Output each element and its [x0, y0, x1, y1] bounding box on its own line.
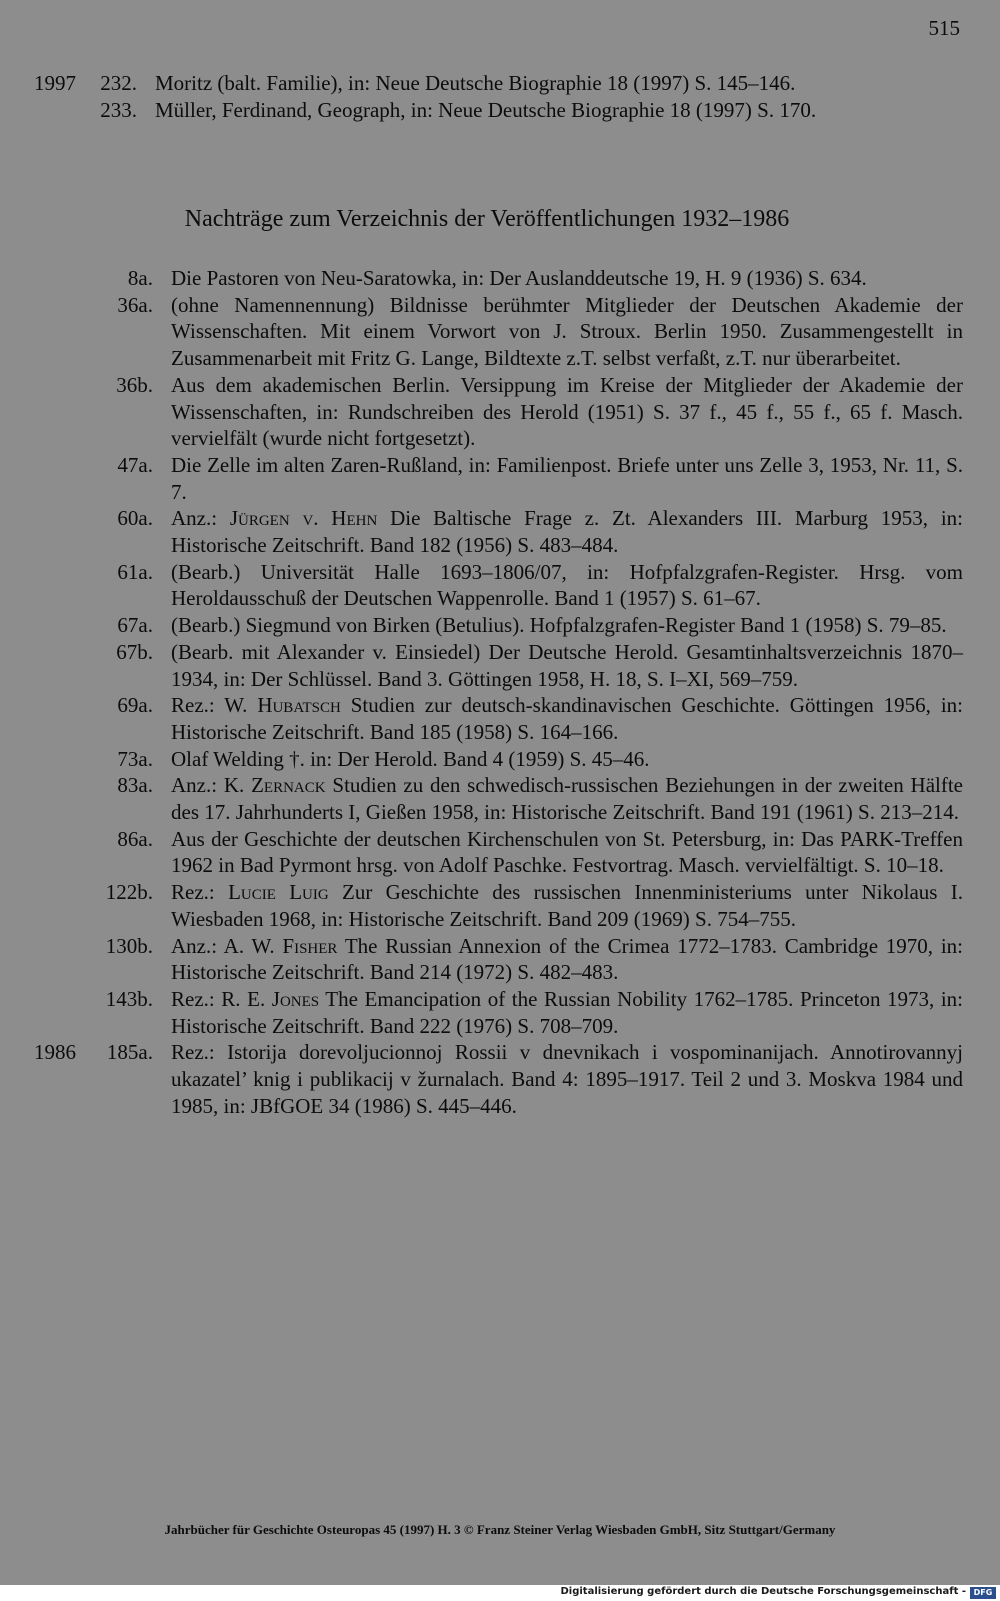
entry-number: 73a.	[117, 746, 153, 771]
entry-text-segment: (Bearb.) Siegmund von Birken (Betulius). Hofpfalzgrafen-Register Band 1 (1958) S. 79–85.	[171, 613, 947, 638]
entry-text	[171, 559, 963, 612]
entry-text-segment: Rez.: W.	[171, 693, 258, 718]
entry-text-segment: Rez.:	[171, 880, 229, 905]
entry-number: 47a.	[117, 452, 153, 477]
entry-text-segment: Anz.: A. W.	[171, 933, 283, 958]
entry-number: 232.	[100, 71, 137, 95]
entry-text-segment: Anz.:	[171, 506, 230, 531]
bibliography-entry	[0, 826, 1000, 879]
author-name: Jürgen v. Hehn	[229, 506, 378, 531]
entry-text	[171, 372, 963, 452]
author-name: Hubatsch	[257, 693, 341, 718]
bibliography-entry	[0, 559, 1000, 612]
author-name: Jones	[271, 986, 320, 1011]
entry-text: Moritz (balt. Familie), in: Neue Deutsche Biographie 18 (1997) S. 145–146.	[155, 71, 796, 95]
entry-number: 122b.	[105, 880, 153, 905]
entry-text	[171, 772, 963, 825]
entry-year: 1997	[34, 71, 76, 95]
entry-text	[171, 879, 963, 932]
section-heading-text: Nachträge zum Verzeichnis der Veröffentlichungen 1932–1986	[184, 206, 790, 232]
bibliography-entry	[0, 612, 1000, 639]
entry-number: 143b.	[105, 986, 153, 1011]
author-name: Fisher	[282, 933, 338, 958]
entry-text-segment: Anz.: K.	[171, 773, 252, 798]
dfg-logo-icon: DFG	[970, 1587, 996, 1599]
bibliography-entry	[0, 772, 1000, 825]
entry-text	[171, 265, 963, 292]
entry-number: 233.	[100, 97, 137, 122]
bibliography-entry	[0, 70, 1000, 97]
entry-number: 8a.	[127, 266, 153, 290]
author-name: Zernack	[251, 773, 326, 798]
journal-footer: Jahrbücher für Geschichte Osteuropas 45 (1997) H. 3 © Franz Steiner Verlag Wiesbaden GmbH, Sitz Stuttgart/Germany	[164, 1522, 836, 1537]
entry-number: 36a.	[117, 292, 153, 317]
bibliography-entry	[0, 1039, 1000, 1119]
entry-text-segment: Aus dem akademischen Berlin. Versippung im Kreise der Mitglieder der Akademie der Wissenschaften, in: Rundschreiben des Herold (1951) S. 37 f., 45 f., 55 f., 65 f. Masch. vervielfält (wurde nicht fortgesetzt).	[171, 372, 963, 451]
entry-number: 36b.	[116, 372, 153, 397]
digitization-notice-bar	[0, 1585, 1000, 1601]
entry-text-segment: Die Pastoren von Neu-Saratowka, in: Der Auslanddeutsche 19, H. 9 (1936) S. 634.	[171, 266, 867, 290]
entry-text-segment: Zur Geschichte des russischen Innenministeriums unter Nikolaus I. Wiesbaden 1968, in: Historische Zeitschrift. Band 209 (1969) S. 754–755.	[171, 880, 964, 931]
entry-text-segment: (ohne Namennennung) Bildnisse berühmter Mitglieder der Deutschen Akademie der Wissenschaften. Mit einem Vorwort von J. Stroux. Berlin 1950. Zusammengestellt in Zusammenarbeit mit Fritz G. Lange, Bildtexte z.T. selbst verfaßt, z.T. nur überarbeitet.	[171, 292, 963, 371]
entry-text	[171, 452, 963, 505]
page-number: 515	[928, 16, 960, 40]
entry-text: Müller, Ferdinand, Geograph, in: Neue Deutsche Biographie 18 (1997) S. 170.	[155, 97, 817, 122]
entry-number: 61a.	[117, 559, 153, 584]
bibliography-entry	[0, 97, 1000, 124]
entry-text	[171, 612, 963, 639]
bibliography-entry	[0, 746, 1000, 773]
entry-text	[171, 505, 963, 558]
entry-text-segment: Studien zur deutsch-skandinavischen Geschichte. Göttingen 1956, in: Historische Zeitschrift. Band 185 (1958) S. 164–166.	[171, 693, 964, 744]
entry-number: 86a.	[117, 826, 153, 851]
entry-text	[171, 746, 963, 773]
section-heading	[0, 206, 1000, 233]
entry-text-segment: Olaf Welding †. in: Der Herold. Band 4 (1959) S. 45–46.	[171, 746, 650, 771]
entry-text	[171, 692, 963, 745]
entry-text-segment: The Russian Annexion of the Crimea 1772–1783. Cambridge 1970, in: Historische Zeitschrift. Band 214 (1972) S. 482–483.	[171, 933, 963, 985]
bibliography-entry	[0, 933, 1000, 986]
entry-text-segment: (Bearb.) Universität Halle 1693–1806/07, in: Hofpfalzgrafen-Register. Hrsg. vom Heroldausschuß der Deutschen Wappenrolle. Band 1 (1957) S. 61–67.	[171, 559, 963, 611]
bibliography-entry	[0, 692, 1000, 745]
entry-text	[171, 933, 963, 986]
entry-number: 130b.	[105, 933, 153, 958]
bibliography-entry	[0, 292, 1000, 372]
bibliography-entry	[0, 265, 1000, 292]
bibliography-entry	[0, 986, 1000, 1039]
entry-text-segment: The Emancipation of the Russian Nobility 1762–1785. Princeton 1973, in: Historische Zeitschrift. Band 222 (1976) S. 708–709.	[171, 986, 963, 1038]
entry-number: 83a.	[117, 773, 153, 798]
bibliography-entry	[0, 639, 1000, 692]
entry-text	[171, 1039, 963, 1119]
entry-text-segment: Rez.: Istorija dorevoljucionnoj Rossii v dnevnikach i vospominanijach. Annotirovannyj ukazatel’ knig i publikacij v žurnalach. Band 4: 1895–1917. Teil 2 und 3. Moskva 1984 und 1985, in: JBfGOE 34 (1986) S. 445–446.	[171, 1040, 963, 1118]
entry-text-segment: Die Zelle im alten Zaren-Rußland, in: Familienpost. Briefe unter uns Zelle 3, 1953, Nr. 11, S. 7.	[171, 452, 963, 504]
entry-text	[171, 986, 963, 1039]
entry-text-segment: (Bearb. mit Alexander v. Einsiedel) Der Deutsche Herold. Gesamtinhaltsverzeichnis 1870–1934, in: Der Schlüssel. Band 3. Göttingen 1958, H. 18, S. I–XI, 569–759.	[171, 639, 963, 691]
addenda-entry-list	[0, 265, 1000, 1120]
entry-number: 185a.	[106, 1040, 153, 1065]
bibliography-entry	[0, 879, 1000, 932]
author-name: Lucie Luig	[228, 880, 329, 905]
entry-number: 67a.	[117, 613, 153, 638]
entry-year: 1986	[34, 1040, 76, 1065]
entry-text-segment: Studien zu den schwedisch-russischen Beziehungen in der zweiten Hälfte des 17. Jahrhunderts I, Gießen 1958, in: Historische Zeitschrift. Band 191 (1961) S. 213–214.	[171, 773, 963, 825]
entry-text	[171, 639, 963, 692]
entry-number: 60a.	[117, 506, 153, 531]
entry-text	[171, 292, 963, 372]
entry-number: 69a.	[117, 693, 153, 718]
top-entry-list	[0, 70, 1000, 123]
entry-text-segment: Die Baltische Frage z. Zt. Alexanders III. Marburg 1953, in: Historische Zeitschrift. Band 182 (1956) S. 483–484.	[171, 506, 963, 558]
bibliography-entry	[0, 505, 1000, 558]
entry-text-segment: Aus der Geschichte der deutschen Kirchenschulen von St. Petersburg, in: Das PARK-Treffen 1962 in Bad Pyrmont hrsg. von Adolf Paschke. Festvortrag. Masch. vervielfältigt. S. 10–18.	[171, 826, 963, 878]
dfg-notice: Digitalisierung gefördert durch die Deutsche Forschungsgemeinschaft -	[560, 1586, 966, 1597]
entry-number: 67b.	[116, 639, 153, 664]
entry-text	[171, 826, 963, 879]
entry-text-segment: Rez.: R. E.	[171, 986, 272, 1011]
bibliography-entry	[0, 452, 1000, 505]
bibliography-entry	[0, 372, 1000, 452]
